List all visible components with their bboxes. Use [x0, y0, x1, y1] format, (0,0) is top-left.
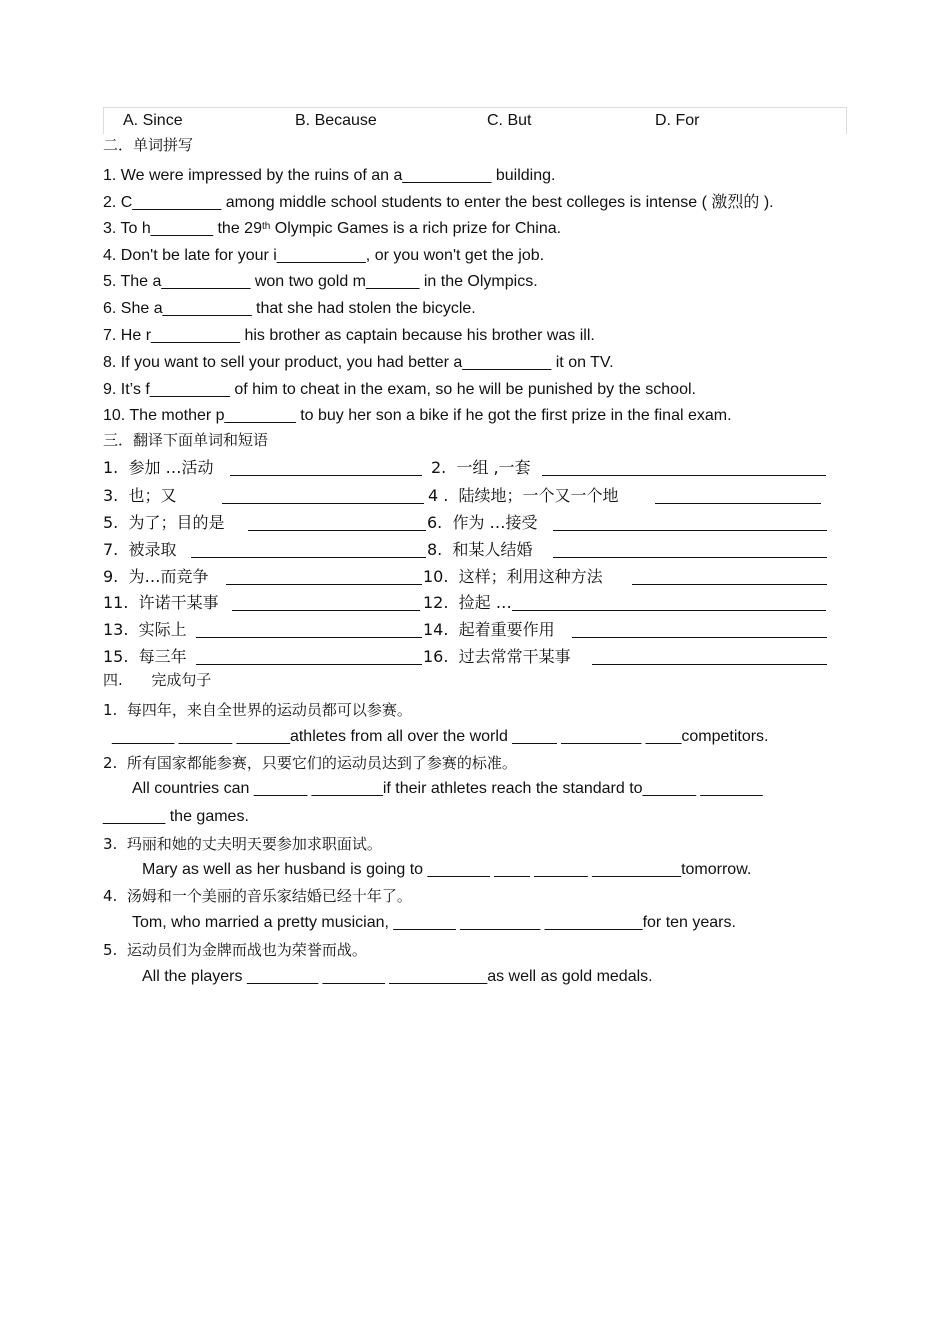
sentence-prompt: 4. 汤姆和一个美丽的音乐家结婚已经十年了。	[103, 887, 412, 905]
sentence-prompt: 5. 运动员们为金牌而战也为荣誉而战。	[103, 941, 367, 959]
sentence-prompt: 2. 所有国家都能参赛，只要它们的运动员达到了参赛的标准。	[103, 754, 517, 772]
phrase-prompt: 4 . 陆续地；一个又一个地	[428, 486, 619, 505]
options-table	[103, 107, 847, 134]
phrase-prompt: 3. 也；又	[103, 486, 177, 505]
answer-blank[interactable]	[196, 623, 422, 638]
sentence-answer: Tom, who married a pretty musician, _______ _________ ___________for ten years.	[132, 914, 736, 931]
answer-blank[interactable]	[572, 623, 827, 638]
answer-blank[interactable]	[542, 461, 826, 476]
phrase-prompt: 14. 起着重要作用	[423, 620, 555, 639]
answer-blank[interactable]	[512, 596, 826, 611]
spelling-item: 1. We were impressed by the ruins of an a__________ building.	[103, 167, 556, 184]
spelling-item: 6. She a__________ that she had stolen the bicycle.	[103, 300, 476, 317]
section4-heading: 四. 完成句子	[103, 671, 212, 689]
answer-blank[interactable]	[196, 650, 422, 665]
phrase-prompt: 10. 这样；利用这种方法	[423, 567, 603, 586]
spelling-item: 3. To h_______ the 29th Olympic Games is a rich prize for China.	[103, 220, 562, 237]
section3-heading: 三．翻译下面单词和短语	[103, 431, 269, 449]
answer-blank[interactable]	[655, 489, 821, 504]
sentence-prompt: 3. 玛丽和她的丈夫明天要参加求职面试。	[103, 835, 382, 853]
sentence-answer: All countries can ______ ________if their athletes reach the standard to______ _______	[132, 780, 763, 797]
phrase-prompt: 12. 捡起 …	[423, 593, 512, 612]
phrase-prompt: 1. 参加 …活动	[103, 458, 214, 477]
spelling-item: 5. The a__________ won two gold m______ in the Olympics.	[103, 273, 538, 290]
sentence-prompt: 1. 每四年，来自全世界的运动员都可以参赛。	[103, 701, 412, 719]
superscript: th	[261, 221, 271, 232]
spelling-item: 9. It’s f_________ of him to cheat in the exam, so he will be punished by the school.	[103, 381, 696, 398]
answer-blank[interactable]	[191, 543, 426, 558]
spelling-item: 2. C__________ among middle school students to enter the best colleges is intense ( 激烈的 ).	[103, 194, 774, 211]
spelling-item: 7. He r__________ his brother as captain because his brother was ill.	[103, 327, 595, 344]
spelling-item: 10. The mother p________ to buy her son a bike if he got the first prize in the final exam.	[103, 407, 732, 424]
spelling-item: 4. Don't be late for your i__________, or you won't get the job.	[103, 247, 545, 264]
answer-blank[interactable]	[553, 543, 827, 558]
option-c: C. But	[487, 112, 532, 129]
spelling-item: 8. If you want to sell your product, you had better a__________ it on TV.	[103, 354, 614, 371]
answer-blank[interactable]	[553, 516, 827, 531]
sentence-answer: _______ the games.	[103, 808, 249, 825]
phrase-prompt: 15. 每三年	[103, 647, 187, 666]
phrase-prompt: 8. 和某人结婚	[427, 540, 533, 559]
phrase-prompt: 16. 过去常常干某事	[423, 647, 571, 666]
option-d: D. For	[655, 112, 700, 129]
section2-heading: 二．单词拼写	[103, 136, 194, 154]
phrase-prompt: 6. 作为 …接受	[427, 513, 538, 532]
answer-blank[interactable]	[226, 570, 422, 585]
answer-blank[interactable]	[222, 489, 424, 504]
sentence-answer: Mary as well as her husband is going to _______ ____ ______ __________tomorrow.	[142, 861, 752, 878]
phrase-prompt: 9. 为…而竞争	[103, 567, 209, 586]
answer-blank[interactable]	[230, 461, 422, 476]
phrase-prompt: 13. 实际上	[103, 620, 187, 639]
phrase-prompt: 7. 被录取	[103, 540, 177, 559]
sentence-answer: All the players ________ _______ ___________as well as gold medals.	[142, 968, 653, 985]
option-b: B. Because	[295, 112, 377, 129]
phrase-prompt: 2. 一组 ,一套	[431, 458, 531, 477]
answer-blank[interactable]	[592, 650, 827, 665]
sentence-answer: _______ ______ ______athletes from all over the world _____ _________ ____competitors.	[112, 728, 769, 745]
answer-blank[interactable]	[248, 516, 426, 531]
phrase-prompt: 5. 为了；目的是	[103, 513, 225, 532]
option-a: A. Since	[123, 112, 183, 129]
answer-blank[interactable]	[232, 596, 420, 611]
answer-blank[interactable]	[632, 570, 827, 585]
phrase-prompt: 11. 许诺干某事	[103, 593, 219, 612]
